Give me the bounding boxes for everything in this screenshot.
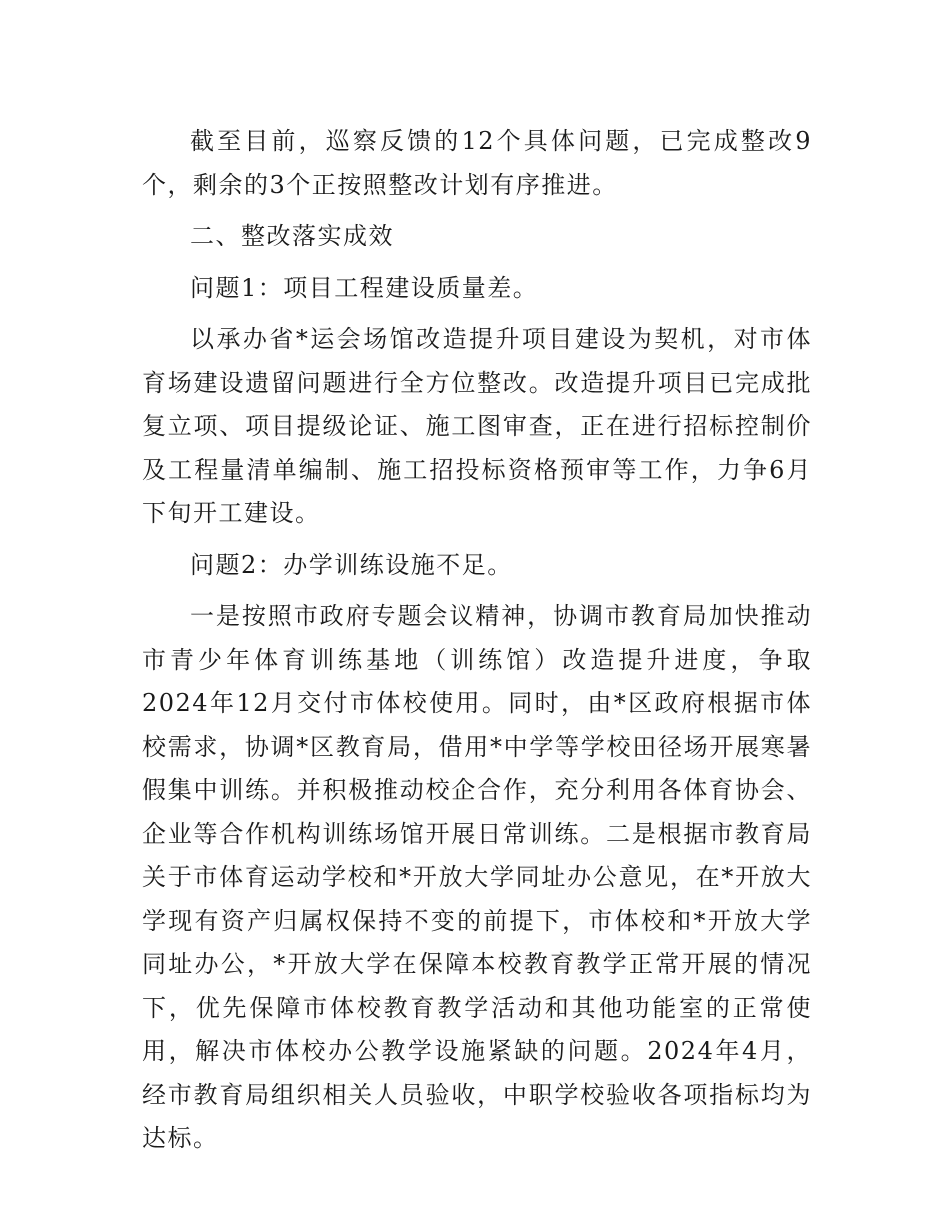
section-heading: 二、整改落实成效 <box>190 222 394 250</box>
issue-1-heading: 问题1：项目工程建设质量差。 <box>190 273 539 302</box>
paragraph-summary: 截至目前，巡察反馈的12个具体问题，已完成整改9个，剩余的3个正按照整改计划有序推进。 <box>142 127 812 199</box>
issue-2-heading: 问题2：办学训练设施不足。 <box>190 550 513 579</box>
document-body <box>142 120 812 1169</box>
issue-2-body: 一是按照市政府专题会议精神，协调市教育局加快推动市青少年体育训练基地（训练馆）改造提升进度，争取2024年12月交付市体校使用。同时，由*区政府根据市体校需求，协调*区教育局，借用*中学等学校田径场开展寒暑假集中训练。并积极推动校企合作，充分利用各体育协会、企业等合作机构训练场馆开展日常训练。二是根据市教育局关于市体育运动学校和*开放大学同址办公意见，在*开放大学现有资产归属权保持不变的前提下，市体校和*开放大学同址办公，*开放大学在保障本校教育教学正常开展的情况下，优先保障市体校教育教学活动和其他功能室的正常使用，解决市体校办公教学设施紧缺的问题。2024年4月，经市教育局组织相关人员验收，中职学校验收各项指标均为达标。 <box>142 602 812 1152</box>
issue-1-body: 以承办省*运会场馆改造提升项目建设为契机，对市体育场建设遗留问题进行全方位整改。改造提升项目已完成批复立项、项目提级论证、施工图审查，正在进行招标控制价及工程量清单编制、施工招投标资格预审等工作，力争6月下旬开工建设。 <box>142 325 812 527</box>
